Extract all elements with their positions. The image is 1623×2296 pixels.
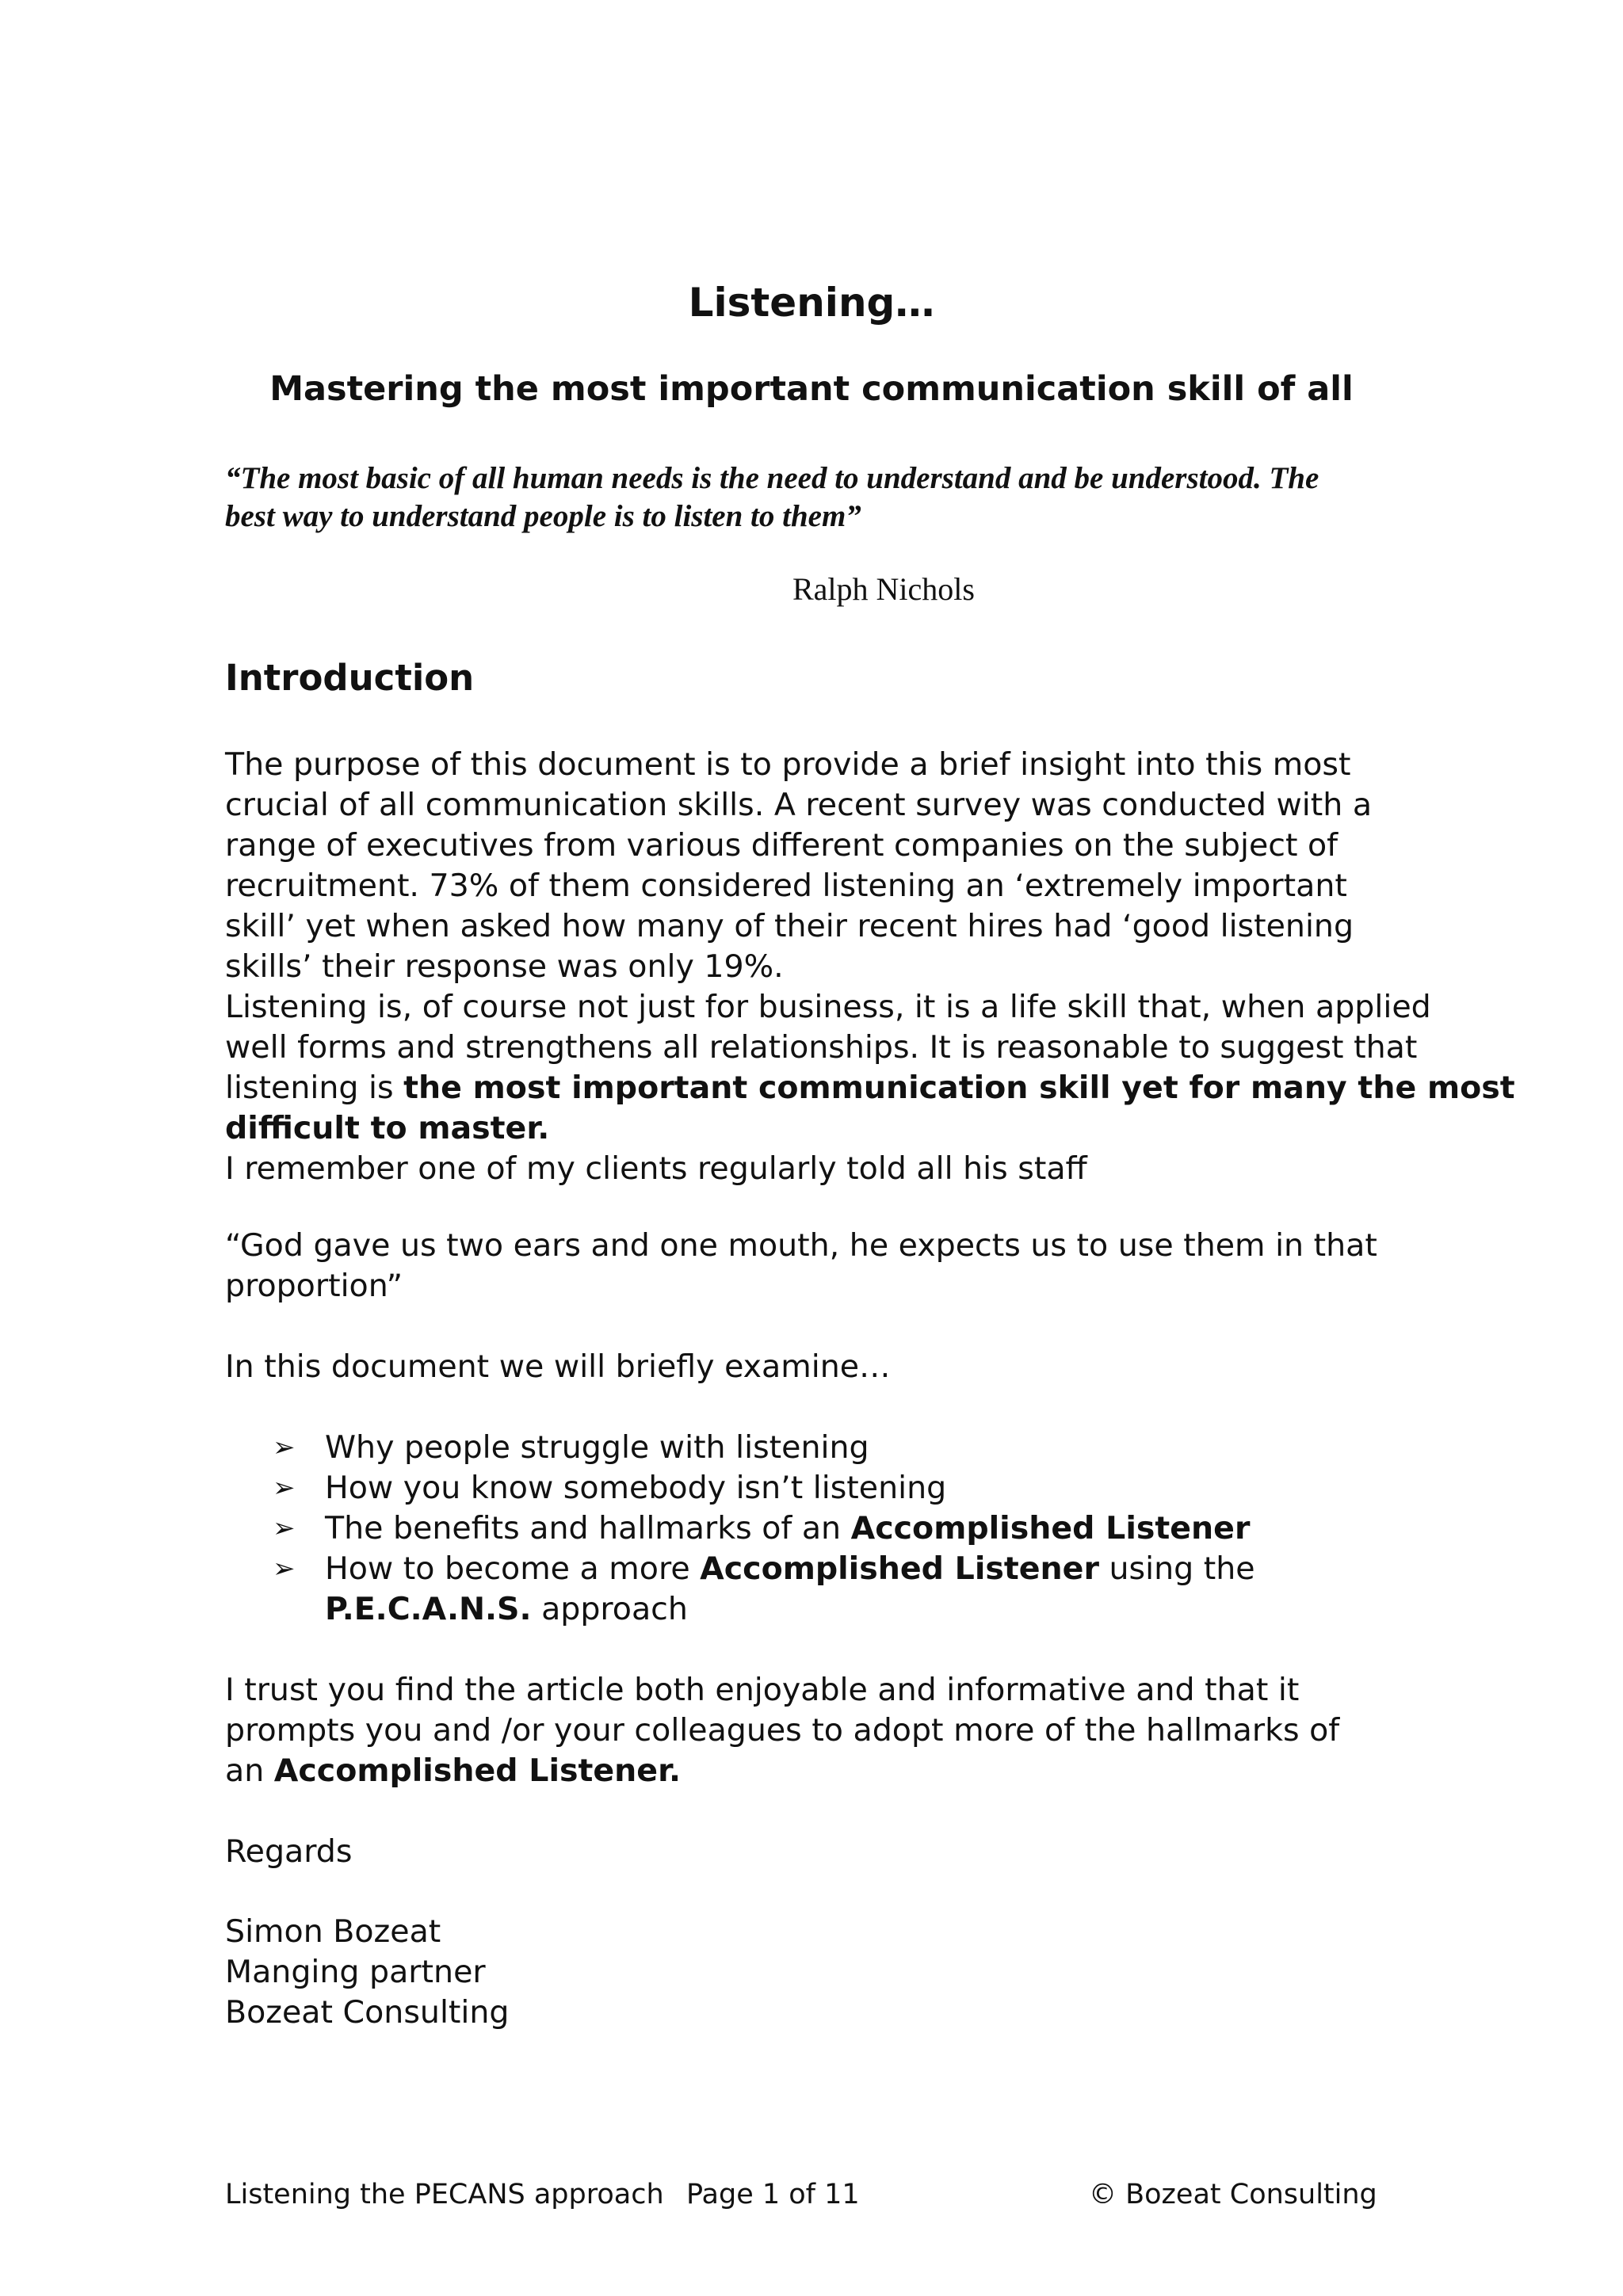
emphasis-text: Accomplished Listener (700, 1550, 1099, 1587)
regards: Regards (225, 1833, 353, 1870)
emphasis-text: the most important communication skill yet for many the most (403, 1070, 1515, 1106)
document-subtitle: Mastering the most important communication skill of all (269, 369, 1354, 409)
paragraph-line: I trust you find the article both enjoyable and informative and that it (225, 1672, 1300, 1708)
footer-document-title: Listening the PECANS approach (225, 2179, 664, 2210)
opening-quote-line: best way to understand people is to listen to them” (225, 499, 861, 533)
opening-quote (225, 460, 1461, 536)
page-footer (225, 2175, 1398, 2214)
list-item-text: approach (531, 1591, 688, 1627)
paragraph-text: listening is (225, 1070, 404, 1106)
opening-quote-line: “The most basic of all human needs is the need to understand and be understood. The (225, 461, 1319, 495)
paragraph-text: an (225, 1753, 274, 1789)
signature-block (225, 1912, 1430, 2033)
signature-company: Bozeat Consulting (225, 1994, 510, 2031)
paragraph-line: I remember one of my clients regularly told all his staff (225, 1150, 1087, 1187)
paragraph-line: crucial of all communication skills. A recent survey was conducted with a (225, 787, 1373, 823)
paragraph-line: well forms and strengthens all relationships. It is reasonable to suggest that (225, 1029, 1418, 1066)
signature-role: Manging partner (225, 1954, 486, 1990)
paragraph-line: range of executives from various different companies on the subject of (225, 827, 1338, 864)
emphasis-text: P.E.C.A.N.S. (325, 1591, 532, 1627)
paragraph-line: prompts you and /or your colleagues to adopt more of the hallmarks of (225, 1712, 1340, 1749)
arrow-bullet-icon: ➢ (273, 1432, 296, 1463)
arrow-bullet-icon: ➢ (273, 1512, 296, 1544)
footer-copyright: © Bozeat Consulting (1089, 2179, 1377, 2210)
list-item (273, 1428, 1255, 1468)
paragraph-line: skills’ their response was only 19%. (225, 948, 784, 985)
arrow-bullet-icon: ➢ (273, 1553, 296, 1585)
paragraph-line: recruitment. 73% of them considered listening an ‘extremely important (225, 868, 1347, 904)
paragraph-line (225, 1108, 1430, 1149)
emphasis-text: Accomplished Listener. (273, 1753, 681, 1789)
arrow-bullet-icon: ➢ (273, 1472, 296, 1504)
list-item (273, 1508, 1255, 1549)
list-item-text: The benefits and hallmarks of an (325, 1510, 851, 1547)
signature-name: Simon Bozeat (225, 1913, 441, 1950)
paragraph-line: Listening is, of course not just for business, it is a life skill that, when applied (225, 989, 1431, 1025)
list-item-text: Why people struggle with listening (325, 1429, 869, 1466)
quote-author: Ralph Nichols (792, 571, 975, 607)
examine-intro: In this document we will briefly examine… (225, 1348, 891, 1385)
paragraph-line (225, 1068, 1515, 1108)
list-item-text: How you know somebody isn’t listening (325, 1470, 947, 1506)
paragraph-line: The purpose of this document is to provide a brief insight into this most (225, 746, 1351, 783)
paragraph-line (225, 1751, 1430, 1791)
list-item-text: How to become a more (325, 1550, 701, 1587)
list-item (273, 1549, 1255, 1630)
list-item (273, 1468, 1255, 1508)
section-heading-introduction: Introduction (225, 657, 475, 699)
paragraph-line: proportion” (225, 1268, 403, 1304)
closing-paragraph (225, 1670, 1430, 1791)
paragraph-line: skill’ yet when asked how many of their recent hires had ‘good listening (225, 908, 1354, 944)
emphasis-text: Accomplished Listener (850, 1510, 1251, 1547)
document-title: Listening… (688, 280, 935, 326)
paragraph-line: “God gave us two ears and one mouth, he expects us to use them in that (225, 1227, 1377, 1264)
emphasis-text: difficult to master. (225, 1110, 550, 1146)
introduction-paragraph (225, 745, 1515, 1189)
topics-list (273, 1428, 1255, 1630)
footer-page-number: Page 1 of 11 (686, 2179, 860, 2210)
client-quote (225, 1226, 1430, 1306)
list-item-text: using the (1098, 1550, 1255, 1587)
